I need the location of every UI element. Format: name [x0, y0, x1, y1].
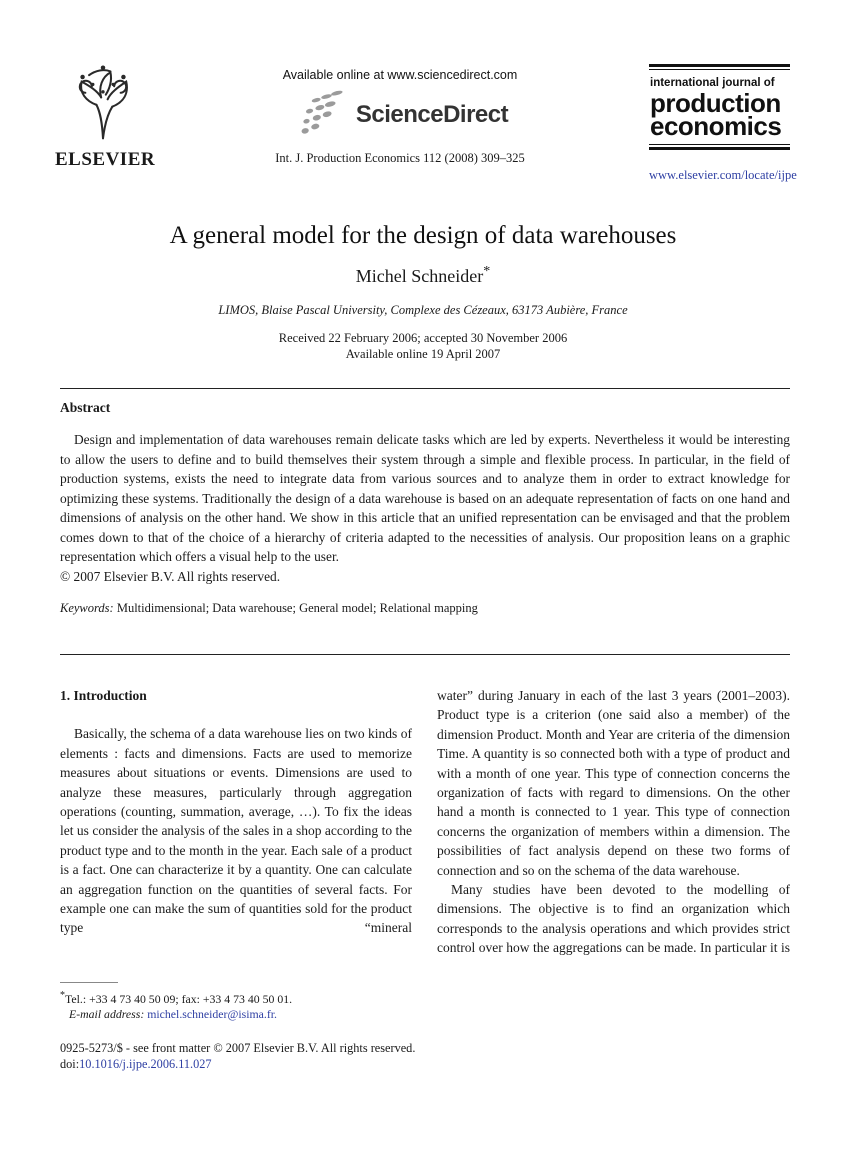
page-footer — [60, 1040, 510, 1072]
issn-copyright-line: 0925-5273/$ - see front matter © 2007 Elsevier B.V. All rights reserved. — [60, 1041, 416, 1055]
email-label: E-mail address: — [69, 1007, 145, 1022]
sciencedirect-wordmark: ScienceDirect — [355, 100, 509, 128]
available-online-text: Available online at www.sciencedirect.com — [282, 68, 518, 82]
footnote-email-line — [69, 1007, 412, 1023]
journal-cover-logo — [649, 64, 790, 150]
journal-homepage-link-wrap — [649, 168, 797, 183]
journal-box-top-rule — [649, 64, 790, 67]
body-right-column — [437, 686, 790, 958]
abstract-copyright: © 2007 Elsevier B.V. All rights reserved. — [60, 568, 281, 584]
author-name: Michel Schneider* — [355, 264, 491, 286]
author-footnote-mark: * — [483, 264, 491, 279]
elsevier-logo-block — [55, 64, 156, 171]
header-center-block — [228, 68, 572, 139]
left-column-paragraph: Basically, the schema of a data warehouse lies on two kinds of elements : facts and dimensions. Facts are used to memorize measures about situations or events. Dimensions are used to analyze these measures, particularly through aggregation operations (counting, summation, average, …). To fix the ideas let us consider the analysis of the sales in a shop according to the product type and to the month in the year. Each sale of a product is a fact. One can characterize it by a quantity. One can calculate an aggregation function on the quantities of several facts. For example one can make the sum of quantities sold for the product type “mineral — [60, 726, 412, 936]
doi-label: doi: — [60, 1057, 80, 1071]
article-title: A general model for the design of data warehouses — [169, 222, 677, 249]
journal-box-line2: production — [650, 88, 781, 118]
author-footnote — [60, 988, 412, 1023]
sciencedirect-logo — [228, 90, 572, 139]
journal-citation: Int. J. Production Economics 112 (2008) 309–325 — [275, 151, 525, 165]
right-column-paragraph-2: Many studies have been devoted to the modelling of dimensions. The objective is to find an organization which corresponds to the analysis operations and which provides strict control over how the aggregations can be made. In particular it is — [437, 882, 790, 956]
journal-box-bottom-rule — [649, 147, 790, 150]
available-online-date: Available online 19 April 2007 — [345, 347, 501, 361]
keywords-line — [60, 601, 790, 616]
elsevier-wordmark: ELSEVIER — [55, 149, 156, 170]
abstract-text: Design and implementation of data warehouses remain delicate tasks which are led by experts. Nevertheless it would be interesting to allow the users to define and to build themselves their system through a simple and flexible process. In particular, in the field of production systems, exists the need to integrate data from various sources and to analyze them in order to extract knowledge for optimizing these systems. Traditionally the design of a data warehouse is based on an adequate representation of facts on one hand and dimensions of analysis on the other hand. We show in this article that an unified representation can be envisaged and that the problem comes down to that of the choice of a hierarchy of criteria adapted to the necessities of analysis. Our proposition leans on a graphic representation which offers a visual help to the user. © 2007 Elsevier B.V. All rights reserved. — [60, 430, 790, 586]
keywords-list: Multidimensional; Data warehouse; General model; Relational mapping — [113, 601, 478, 615]
received-dates: Received 22 February 2006; accepted 30 November 2006 — [278, 331, 568, 345]
sciencedirect-dots-icon — [292, 90, 350, 139]
right-column-paragraph-1: water” during January in each of the last 3 years (2001–2003). Product type is a criterion (one said also a member) of the dimension Product. Month and Year are criteria of the dimension Time. A quantity is so connected both with a type of product and with a month of one year. This type of connection concerns the organization of facts with regard to dimensions. On the other hand a month is connected to 1 year. This type of connection concerns the organization of members within a dimension. The possibilities of fact analysis depend on these two forms of connection and so on the schema of the data warehouse. — [437, 688, 790, 878]
journal-box-line1: international journal of — [650, 77, 775, 89]
section-1-heading: 1. Introduction — [60, 688, 147, 703]
doi-line — [60, 1056, 510, 1072]
journal-homepage-link[interactable]: www.elsevier.com/locate/ijpe — [649, 168, 797, 182]
author-affiliation: LIMOS, Blaise Pascal University, Complexe des Cézeaux, 63173 Aubière, France — [218, 303, 628, 317]
keywords-label: Keywords: — [60, 601, 114, 615]
doi-link[interactable]: 10.1016/j.ijpe.2006.11.027 — [79, 1057, 212, 1071]
journal-box-line3: economics — [650, 111, 782, 141]
abstract-top-rule — [60, 388, 790, 389]
abstract-heading: Abstract — [60, 400, 111, 415]
abstract-bottom-rule — [60, 654, 790, 655]
footnote-tel-line: *Tel.: +33 4 73 40 50 09; fax: +33 4 73 40 50 01. — [60, 990, 293, 1006]
footnote-divider — [60, 982, 118, 983]
elsevier-tree-logo-icon — [60, 129, 146, 146]
body-left-column — [60, 686, 412, 938]
author-email-link[interactable]: michel.schneider@isima.fr. — [147, 1007, 277, 1022]
